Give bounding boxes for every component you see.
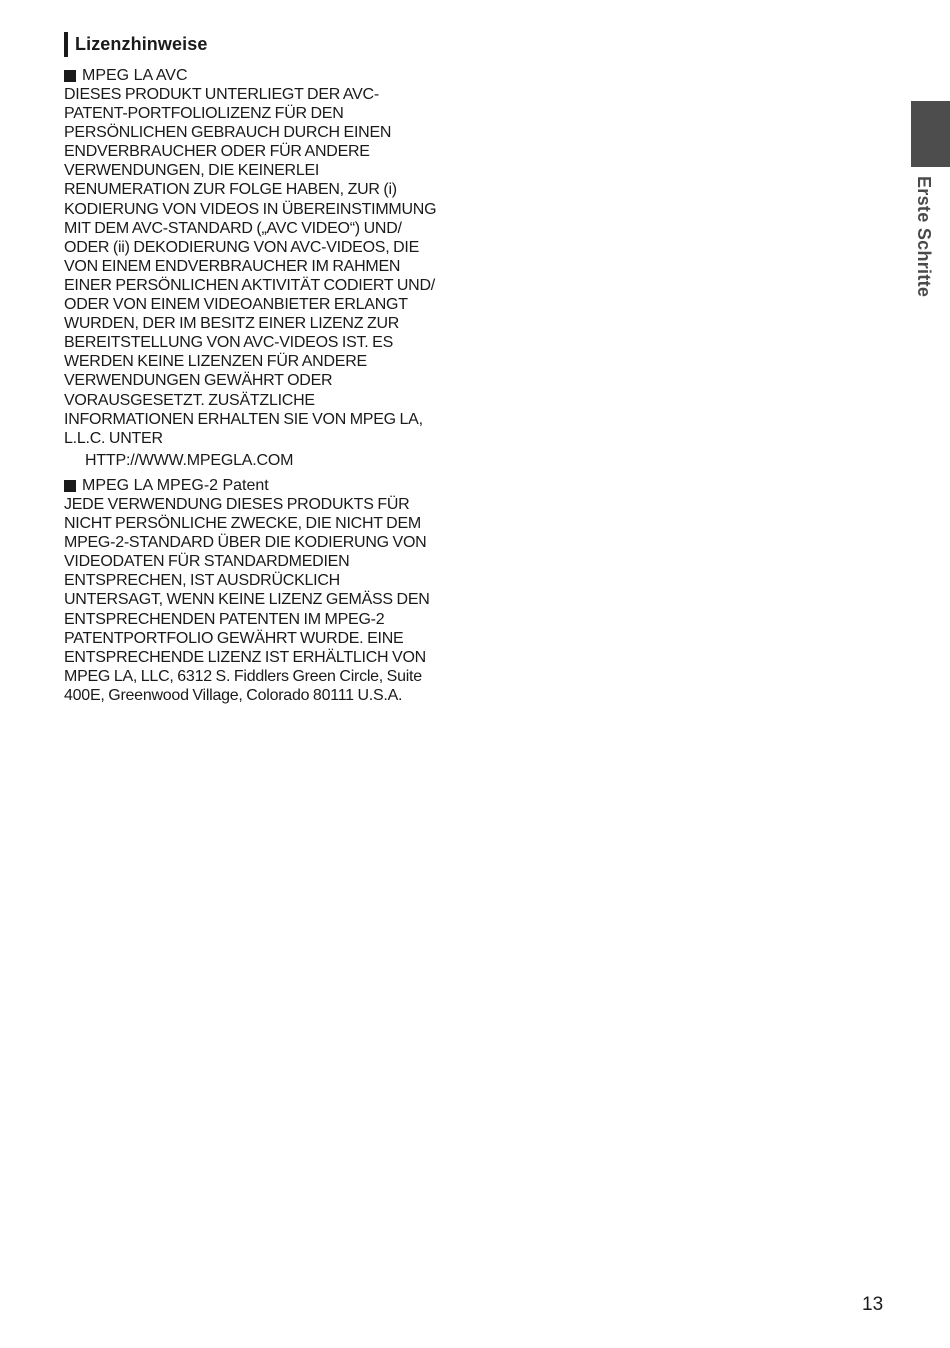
license-text-avc: [64, 85, 474, 448]
heading-marker-bar: [64, 32, 68, 57]
text-line: WURDEN, DER IM BESITZ EINER LIZENZ ZUR: [64, 315, 400, 333]
section-title-mpeg2: [64, 476, 474, 495]
section-title-avc: [64, 66, 474, 85]
text-line: L.L.C. UNTER: [64, 429, 163, 447]
text-line: MIT DEM AVC-STANDARD („AVC VIDEO“) UND/: [64, 219, 402, 237]
text-line: NICHT PERSÖNLICHE ZWECKE, DIE NICHT DEM: [64, 515, 421, 533]
text-line: VERWENDUNGEN, DIE KEINERLEI: [64, 162, 320, 180]
text-line: MPEG-2-STANDARD ÜBER DIE KODIERUNG VON: [64, 534, 427, 552]
section-title-text: MPEG LA AVC: [82, 67, 188, 84]
text-line: DIESES PRODUKT UNTERLIEGT DER AVC-: [64, 86, 379, 103]
text-line: VERWENDUNGEN GEWÄHRT ODER: [64, 372, 333, 390]
text-line: ODER (ii) DEKODIERUNG VON AVC-VIDEOS, DIE: [64, 238, 419, 256]
text-line: PATENTPORTFOLIO GEWÄHRT WURDE. EINE: [64, 629, 404, 647]
black-square-icon: [64, 70, 76, 82]
text-line: MPEG LA, LLC, 6312 S. Fiddlers Green Circle, Suite: [64, 667, 422, 685]
text-line: BEREITSTELLUNG VON AVC-VIDEOS IST. ES: [64, 334, 393, 352]
license-text-mpeg2: [64, 495, 474, 705]
text-line: VIDEODATEN FÜR STANDARDMEDIEN: [64, 553, 350, 571]
text-line: PATENT-PORTFOLIOLIZENZ FÜR DEN: [64, 105, 344, 123]
text-line: KODIERUNG VON VIDEOS IN ÜBEREINSTIMMUNG: [64, 200, 437, 218]
license-section-avc: [64, 66, 474, 470]
chapter-tab-marker: [911, 101, 950, 167]
black-square-icon: [64, 480, 76, 492]
chapter-tab-label: Erste Schritte: [914, 176, 934, 298]
license-section-mpeg2: [64, 476, 474, 705]
mpegla-url: HTTP://WWW.MPEGLA.COM: [85, 451, 294, 469]
section-title-text: MPEG LA MPEG-2 Patent: [82, 477, 269, 494]
text-line: EINER PERSÖNLICHEN AKTIVITÄT CODIERT UND/: [64, 276, 435, 294]
section-heading: [64, 32, 207, 57]
text-line: ENTSPRECHENDE LIZENZ IST ERHÄLTLICH VON: [64, 648, 426, 666]
text-line: WERDEN KEINE LIZENZEN FÜR ANDERE: [64, 353, 367, 371]
text-line: 400E, Greenwood Village, Colorado 80111 U.S.A.: [64, 686, 403, 704]
text-line: ENTSPRECHENDEN PATENTEN IM MPEG-2: [64, 610, 385, 628]
text-line: INFORMATIONEN ERHALTEN SIE VON MPEG LA,: [64, 410, 423, 428]
text-line: PERSÖNLICHEN GEBRAUCH DURCH EINEN: [64, 124, 392, 142]
text-line: RENUMERATION ZUR FOLGE HABEN, ZUR (i): [64, 181, 397, 199]
text-line: UNTERSAGT, WENN KEINE LIZENZ GEMÄSS DEN: [64, 591, 430, 609]
page-number: 13: [862, 1294, 884, 1315]
heading-title: Lizenzhinweise: [75, 34, 208, 54]
text-line: VON EINEM ENDVERBRAUCHER IM RAHMEN: [64, 257, 401, 275]
text-line: ENDVERBRAUCHER ODER FÜR ANDERE: [64, 143, 370, 161]
text-line: ODER VON EINEM VIDEOANBIETER ERLANGT: [64, 296, 408, 314]
text-line: ENTSPRECHEN, IST AUSDRÜCKLICH: [64, 572, 340, 590]
text-line: JEDE VERWENDUNG DIESES PRODUKTS FÜR: [64, 496, 410, 513]
text-line: VORAUSGESETZT. ZUSÄTZLICHE: [64, 391, 315, 409]
